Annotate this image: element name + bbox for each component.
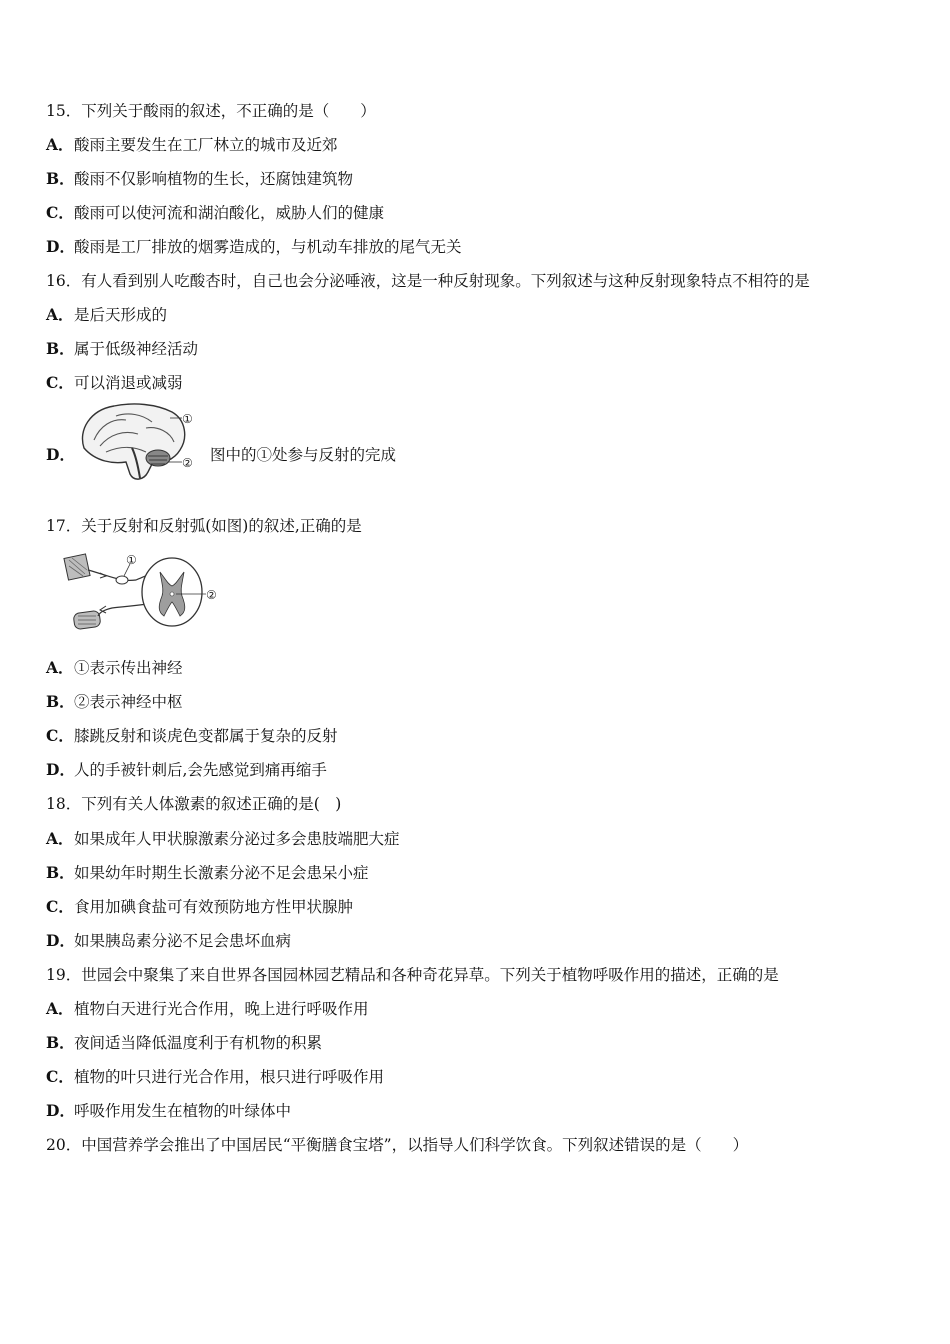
ganglion [116,576,128,584]
option-letter: B． [46,169,75,188]
option-letter: B． [46,863,75,882]
question-20-stem: 20．中国营养学会推出了中国居民“平衡膳食宝塔”，以指导人们科学饮食。下列叙述错误的是（ ） [46,1136,749,1154]
question-17-option-d [46,760,327,780]
question-16-option-a [46,305,167,325]
question-15-option-d [46,237,462,257]
brain-label-2: ② [182,456,193,470]
question-15-option-c [46,203,384,223]
option-letter: D． [46,237,75,256]
question-16-stem: 16．有人看到别人吃酸杏时，自己也会分泌唾液，这是一种反射现象。下列叙述与这种反射现象特点不相符的是 [46,272,810,290]
afferent-arrow [100,573,106,578]
option-text: 酸雨是工厂排放的烟雾造成的，与机动车排放的尾气无关 [74,238,462,256]
option-text: 如果胰岛素分泌不足会患坏血病 [74,932,292,950]
question-17-option-a [46,658,183,678]
option-text: 如果成年人甲状腺激素分泌过多会患肢端肥大症 [74,830,400,848]
option-letter: D． [46,931,75,950]
option-letter: B． [46,339,75,358]
option-text: 酸雨不仅影响植物的生长，还腐蚀建筑物 [74,170,354,188]
question-15-option-a [46,135,338,155]
option-text: 属于低级神经活动 [74,340,199,358]
option-letter: C． [46,1067,74,1086]
question-17-stem: 17．关于反射和反射弧(如图)的叙述,正确的是 [46,517,362,535]
option-text: 如果幼年时期生长激素分泌不足会患呆小症 [74,864,369,882]
reflex-label-1: ① [126,553,137,567]
option-text: 膝跳反射和谈虎色变都属于复杂的反射 [74,727,338,745]
option-letter: C． [46,726,74,745]
option-text: 人的手被针刺后,会先感觉到痛再缩手 [74,761,327,779]
question-18-option-d [46,931,291,951]
option-letter: C． [46,203,74,222]
central-canal [170,592,174,596]
option-letter: D． [46,1101,75,1120]
brain-figure [76,400,196,484]
option-letter: D． [46,445,75,464]
option-letter: A． [46,135,74,154]
option-letter: A． [46,658,74,677]
question-18-stem: 18．下列有关人体激素的叙述正确的是( ) [46,795,342,813]
question-15-option-b [46,169,353,189]
question-16-option-d-letter [46,445,74,465]
option-text: 是后天形成的 [74,306,168,324]
question-16-option-d-text: 图中的①处参与反射的完成 [210,446,397,464]
option-letter: A． [46,305,74,324]
option-text: 植物白天进行光合作用，晚上进行呼吸作用 [74,1000,369,1018]
question-16-option-b [46,339,198,359]
option-letter: A． [46,999,74,1018]
question-19-option-c [46,1067,384,1087]
option-text: ②表示神经中枢 [74,693,183,711]
option-text: 食用加碘食盐可有效预防地方性甲状腺肿 [74,898,354,916]
brain-outline [82,404,184,479]
option-letter: C． [46,897,74,916]
question-19-option-a [46,999,369,1019]
option-text: ①表示传出神经 [74,659,183,677]
option-letter: D． [46,760,75,779]
reflex-label-2: ② [206,588,217,602]
option-text: 酸雨主要发生在工厂林立的城市及近郊 [74,136,338,154]
option-text: 酸雨可以使河流和湖泊酸化，威胁人们的健康 [74,204,385,222]
option-letter: B． [46,1033,75,1052]
option-text: 夜间适当降低温度利于有机物的积累 [74,1034,323,1052]
option-text: 可以消退或减弱 [74,374,183,392]
question-19-option-d [46,1101,291,1121]
option-letter: B． [46,692,75,711]
question-17-option-b [46,692,183,712]
question-19-option-b [46,1033,322,1053]
question-18-option-a [46,829,400,849]
option-text: 植物的叶只进行光合作用，根只进行呼吸作用 [74,1068,385,1086]
question-15-stem: 15．下列关于酸雨的叙述，不正确的是（ ） [46,102,376,120]
option-letter: C． [46,373,74,392]
question-18-option-b [46,863,369,883]
brain-label-1: ① [182,412,193,426]
option-text: 呼吸作用发生在植物的叶绿体中 [74,1102,292,1120]
question-18-option-c [46,897,353,917]
reflex-arc-figure [60,546,230,642]
question-17-option-c [46,726,338,746]
question-16-option-c [46,373,183,393]
option-letter: A． [46,829,74,848]
question-19-stem: 19．世园会中聚集了来自世界各国园林园艺精品和各种奇花异草。下列关于植物呼吸作用的描述，正确的是 [46,966,779,984]
